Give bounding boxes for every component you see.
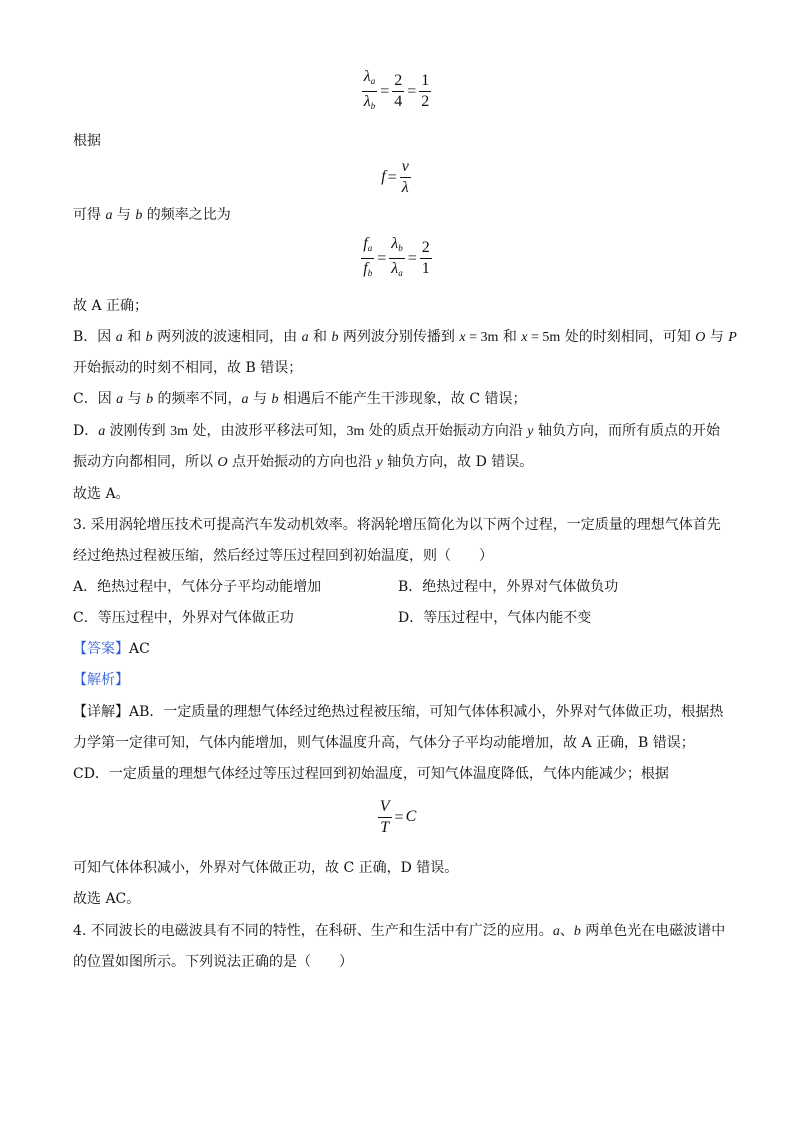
text-genju: 根据: [73, 133, 101, 149]
analysis-tag: 【解析】: [73, 672, 129, 688]
text-option-c-analysis: C．因 a 与 b 的频率不同，a 与 b 相遇后不能产生干涉现象，故 C 错误；: [73, 391, 527, 407]
question-3-stem-2: 经过绝热过程被压缩，然后经过等压过程回到初始温度，则（ ）: [73, 548, 493, 564]
text-conclusion-q3: 可知气体体积减小，外界对气体做正功，故 C 正确，D 错误。: [73, 860, 459, 876]
option-b: B．绝热过程中，外界对气体做负功: [398, 579, 619, 595]
text-final-choice-q2: 故选 A。: [73, 486, 130, 502]
option-c: C．等压过程中，外界对气体做正功: [73, 610, 294, 626]
text-frequency-ratio-intro: 可得 a 与 b 的频率之比为: [73, 207, 231, 223]
fraction-2-4: $\frac{2}{4}$: [394, 72, 403, 110]
fraction-lambda: $\frac{\lambda_a}{\lambda_b}$: [363, 68, 376, 111]
question-3-stem-1: 3. 采用涡轮增压技术可提高汽车发动机效率。将涡轮增压简化为以下两个过程，一定质量的理想气体首先: [73, 517, 721, 533]
question-4-stem-1: 4. 不同波长的电磁波具有不同的特性，在科研、生产和生活中有广泛的应用。a、b 两单色光在电磁波谱中: [73, 923, 726, 939]
question-4-stem-2: 的位置如图所示。下列说法正确的是（ ）: [73, 954, 353, 970]
fraction-1-2: $\frac{1}{2}$: [421, 72, 430, 110]
detail-line-3: CD．一定质量的理想气体经过等压过程回到初始温度，可知气体温度降低，气体内能减少；根据: [73, 766, 669, 782]
text-option-d-analysis-2: 振动方向都相同，所以 O 点开始振动的方向也沿 y 轴负方向，故 D 错误。: [73, 454, 534, 470]
answer-tag: 【答案】: [73, 641, 129, 657]
answer-line: [73, 639, 723, 659]
text-option-b-analysis: B．因 a 和 b 两列波的波速相同，由 a 和 b 两列波分别传播到 x = 3m 和 x = 5m 处的时刻相同，可知 O 与 P: [73, 329, 737, 345]
equation-frequency: f = $\frac{v}{\lambda}$: [381, 158, 409, 196]
detail-line-2: 力学第一定律可知，气体内能增加，则气体温度升高，气体分子平均动能增加，故 A 正确，B 错误；: [73, 735, 695, 751]
detail-line-1: 【详解】AB．一定质量的理想气体经过绝热过程被压缩，可知气体体积减小，外界对气体做正功，根据热: [73, 704, 724, 720]
option-a: A．绝热过程中，气体分子平均动能增加: [73, 579, 322, 595]
text-option-d-analysis: D．a 波刚传到 3m 处，由波形平移法可知，3m 处的质点开始振动方向沿 y 轴负方向，而所有质点的开始: [73, 423, 720, 439]
equation-wavelength-ratio: $\frac{\lambda_a}{\lambda_b}$ = $\frac{2}{4}$ = $\frac{1}{2}$: [0, 68, 793, 115]
option-d: D．等压过程中，气体内能不变: [398, 610, 592, 626]
equation-frequency-ratio: $\frac{f_a}{f_b}$ = $\frac{\lambda_b}{\lambda_a}$ = $\frac{2}{1}$: [363, 235, 430, 278]
equation-gas-law: $\frac{V}{T}$ = C: [379, 798, 417, 836]
answer-value: AC: [129, 641, 150, 657]
question-3-options-row2: [73, 608, 723, 628]
text-conclusion-a: 故 A 正确；: [73, 298, 149, 314]
question-3-options-row1: [73, 577, 723, 597]
text-option-b-analysis-2: 开始振动的时刻不相同，故 B 错误；: [73, 360, 303, 376]
text-final-choice-q3: 故选 AC。: [73, 891, 141, 907]
